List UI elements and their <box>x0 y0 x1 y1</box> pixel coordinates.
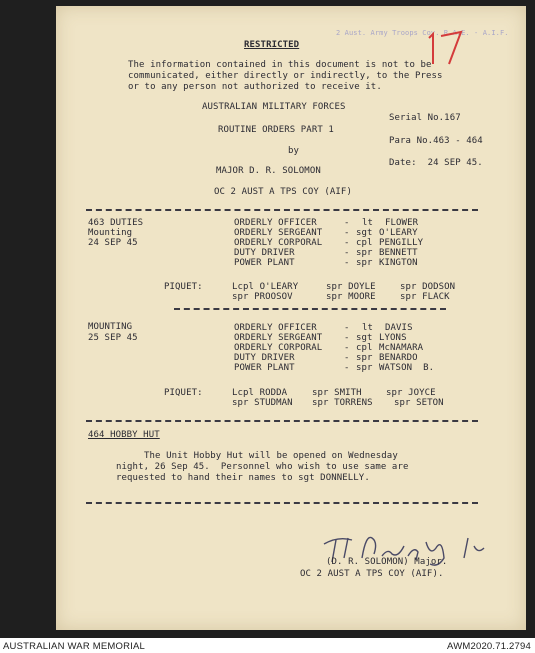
hobby-hut-line-1: The Unit Hobby Hut will be opened on Wednesday <box>144 451 398 461</box>
piquet-member: spr DOYLE <box>326 282 376 292</box>
piquet-member: spr TORRENS <box>312 398 373 408</box>
para-number: Para No.463 - 464 <box>389 136 483 146</box>
unit-stamp: 2 Aust. Army Troops Coy. R.A.E. - A.I.F. <box>336 29 509 37</box>
duty-role: ORDERLY OFFICER <box>234 218 317 228</box>
duty-rank: lt <box>362 218 374 228</box>
divider <box>174 308 446 310</box>
hobby-hut-line-2: night, 26 Sep 45. Personnel who wish to use same are <box>116 462 409 472</box>
duty-name: LYONS <box>379 333 407 343</box>
piquet-member: spr PROOSOV <box>232 292 293 302</box>
duty-sep: - <box>344 353 350 363</box>
piquet-member: spr DODSON <box>400 282 456 292</box>
duty-name: BENNETT <box>379 248 418 258</box>
divider <box>86 209 478 211</box>
duty-rank: spr <box>356 363 373 373</box>
piquet-member: spr STUDMAN <box>232 398 293 408</box>
duty-name: BENARDO <box>379 353 418 363</box>
duty-name: PENGILLY <box>379 238 424 248</box>
notice-line-2: communicated, either directly or indirectly, to the Press <box>128 71 443 81</box>
restricted-heading: RESTRICTED <box>244 40 300 50</box>
document-page <box>56 6 526 630</box>
duty-sep: - <box>344 363 350 373</box>
piquet-member: Lcpl RODDA <box>232 388 288 398</box>
duty-sep: - <box>344 333 350 343</box>
notice-line-1: The information contained in this document is not to be <box>128 60 432 70</box>
section-464-heading: 464 HOBBY HUT <box>88 430 160 440</box>
duty-role: DUTY DRIVER <box>234 353 295 363</box>
duty-role: ORDERLY OFFICER <box>234 323 317 333</box>
duty-name: WATSON B. <box>379 363 435 373</box>
piquet-member: spr FLACK <box>400 292 450 302</box>
duty-rank: spr <box>356 353 373 363</box>
duty-name: KINGTON <box>379 258 418 268</box>
mounting-label-1: MOUNTING <box>88 322 133 332</box>
duty-sep: - <box>344 258 350 268</box>
duty-sep: - <box>344 218 350 228</box>
section-463-label-2: Mounting <box>88 228 133 238</box>
piquet-label: PIQUET: <box>164 388 203 398</box>
footer-accession-number: AWM2020.71.2794 <box>447 641 531 652</box>
duty-sep: - <box>344 248 350 258</box>
piquet-member: spr MOORE <box>326 292 376 302</box>
duty-sep: - <box>344 238 350 248</box>
signatory-title: OC 2 AUST A TPS COY (AIF). <box>300 569 444 579</box>
order-date: Date: 24 SEP 45. <box>389 158 483 168</box>
piquet-member: Lcpl O'LEARY <box>232 282 299 292</box>
title-line-1: AUSTRALIAN MILITARY FORCES <box>202 102 346 112</box>
section-463-label-3: 24 SEP 45 <box>88 238 138 248</box>
duty-role: ORDERLY SERGEANT <box>234 333 323 343</box>
hobby-hut-line-3: requested to hand their names to sgt DONNELLY. <box>116 473 370 483</box>
duty-role: DUTY DRIVER <box>234 248 295 258</box>
piquet-member: spr JOYCE <box>386 388 436 398</box>
footer-institution: AUSTRALIAN WAR MEMORIAL <box>3 641 146 652</box>
duty-sep: - <box>344 343 350 353</box>
mounting-label-2: 25 SEP 45 <box>88 333 138 343</box>
divider <box>86 502 478 504</box>
duty-name: McNAMARA <box>379 343 424 353</box>
duty-rank: cpl <box>356 343 373 353</box>
duty-rank: lt <box>362 323 374 333</box>
piquet-member: spr SMITH <box>312 388 362 398</box>
duty-rank: sgt <box>356 228 373 238</box>
duty-name: FLOWER <box>385 218 419 228</box>
title-line-3: by <box>288 146 300 156</box>
signatory-name: (D. R. SOLOMON) Major. <box>326 557 448 567</box>
notice-line-3: or to any person not authorized to receive it. <box>128 82 382 92</box>
title-line-2: ROUTINE ORDERS PART 1 <box>218 125 334 135</box>
duty-role: ORDERLY SERGEANT <box>234 228 323 238</box>
duty-sep: - <box>344 228 350 238</box>
duty-rank: sgt <box>356 333 373 343</box>
divider <box>86 420 478 422</box>
duty-rank: spr <box>356 258 373 268</box>
duty-rank: cpl <box>356 238 373 248</box>
section-463-label-1: 463 DUTIES <box>88 218 144 228</box>
duty-sep: - <box>344 323 350 333</box>
duty-name: O'LEARY <box>379 228 418 238</box>
duty-role: ORDERLY CORPORAL <box>234 343 323 353</box>
title-line-4: MAJOR D. R. SOLOMON <box>216 166 321 176</box>
title-line-5: OC 2 AUST A TPS COY (AIF) <box>214 187 352 197</box>
duty-role: ORDERLY CORPORAL <box>234 238 323 248</box>
duty-rank: spr <box>356 248 373 258</box>
duty-role: POWER PLANT <box>234 363 295 373</box>
serial-number: Serial No.167 <box>389 113 461 123</box>
duty-name: DAVIS <box>385 323 413 333</box>
piquet-label: PIQUET: <box>164 282 203 292</box>
duty-role: POWER PLANT <box>234 258 295 268</box>
piquet-member: spr SETON <box>394 398 444 408</box>
